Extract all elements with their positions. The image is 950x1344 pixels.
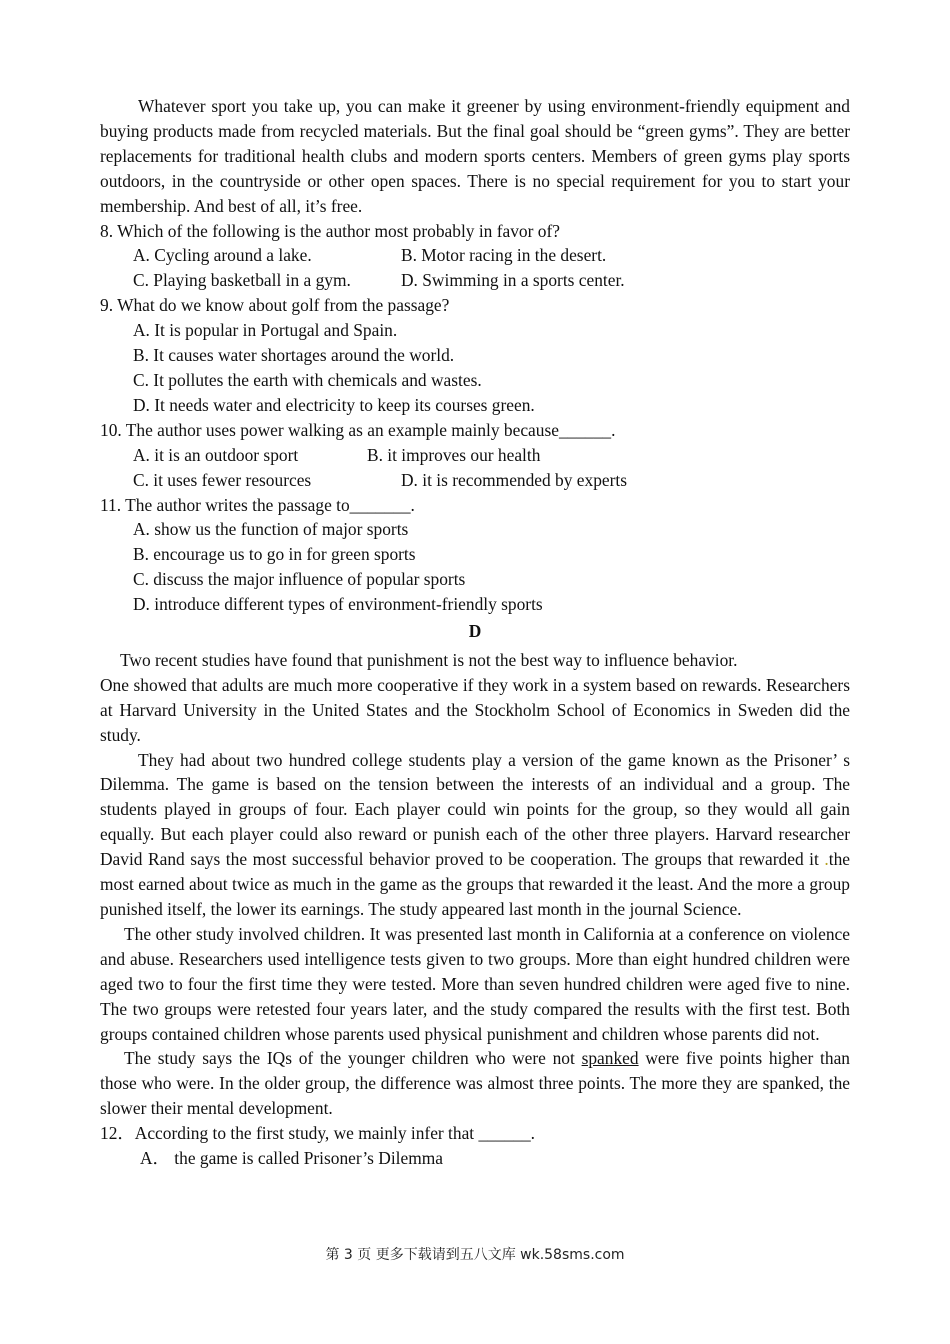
section-d-title: D	[468, 621, 482, 642]
option-a: A. it is an outdoor sport	[133, 444, 299, 465]
option-b: B. encourage us to go in for green sports	[133, 544, 416, 565]
option-c: C. Playing basketball in a gym.	[133, 270, 351, 291]
question-stem: 10. The author uses power walking as an example mainly because______.	[100, 419, 616, 440]
option-a: A. show us the function of major sports	[133, 519, 409, 540]
question-10	[100, 418, 850, 493]
option-d: D. introduce different types of environment-friendly sports	[133, 594, 543, 615]
option-d: D. it is recommended by experts	[401, 469, 628, 490]
page-footer: 第 3 页 更多下载请到五八文库 wk.58sms.com	[325, 1247, 625, 1263]
option-b: B. It causes water shortages around the world.	[133, 345, 455, 366]
option-c: C. It pollutes the earth with chemicals and wastes.	[133, 369, 482, 390]
question-8	[100, 219, 850, 294]
option-a: A. It is popular in Portugal and Spain.	[133, 320, 398, 341]
passage-d-paragraph-2: They had about two hundred college students play a version of the game known as the Prisoner’ s Dilemma. The game is based on the tension between the interests of an individual and a group. The students played in groups of four. Each player could win points for the group, so they would all gain equally. But each player could also reward or punish each of the other three players. Harvard researcher David Rand says the most successful behavior proved to be cooperation. The groups that rewarded it .the most earned about twice as much in the game as the groups that rewarded it the least. And the more a group punished itself, the lower its earnings. The study appeared last month in the journal Science.	[100, 749, 850, 919]
passage-d-paragraph-1: One showed that adults are much more cooperative if they work in a system based on rewards. Researchers at Harvard University in the United States and the Stockholm School of Economics in Sweden did the study.	[100, 674, 850, 745]
question-12	[100, 1121, 850, 1171]
option-a: A. Cycling around a lake.	[133, 245, 312, 266]
option-b: B. Motor racing in the desert.	[401, 245, 607, 266]
underlined-word: spanked	[581, 1048, 639, 1069]
passage-d-paragraph-1-lead: Two recent studies have found that punishment is not the best way to influence behavior.	[120, 649, 738, 670]
option-b: B. it improves our health	[367, 444, 541, 465]
option-a: A． the game is called Prisoner’s Dilemma	[140, 1148, 443, 1169]
question-stem: 11. The author writes the passage to_______.	[100, 494, 415, 515]
question-11	[100, 493, 850, 618]
stray-dot-mark: .	[824, 849, 829, 870]
document-page	[100, 94, 850, 1171]
passage-d-paragraph-4: The study says the IQs of the younger children who were not spanked were five points higher than those who were. In the older group, the difference was almost three points. The more they are spanked, the slower their mental development.	[100, 1048, 850, 1119]
question-stem: 12．According to the first study, we mainly infer that ______.	[100, 1123, 536, 1144]
question-9	[100, 293, 850, 418]
passage-d-paragraph-3: The other study involved children. It was presented last month in California at a conference on violence and abuse. Researchers used intelligence tests given to two groups. More than eight hundred children were aged two to four the first time they were tested. More than seven hundred children were aged five to nine. The two groups were retested four years later, and the study compared the results with the first test. Both groups contained children whose parents used physical punishment and children whose parents did not.	[100, 923, 850, 1044]
option-c: C. it uses fewer resources	[133, 469, 312, 490]
option-d: D. Swimming in a sports center.	[401, 270, 625, 291]
question-stem: 8. Which of the following is the author most probably in favor of?	[100, 220, 560, 241]
passage-c-final-paragraph: Whatever sport you take up, you can make it greener by using environment-friendly equipment and buying products made from recycled materials. But the final goal should be “green gyms”. They are better replacements for traditional health clubs and modern sports centers. Members of green gyms play sports outdoors, in the countryside or other open spaces. There is no special requirement for you to start your membership. And best of all, it’s free.	[100, 96, 850, 216]
question-stem: 9. What do we know about golf from the passage?	[100, 295, 450, 316]
option-c: C. discuss the major influence of popular sports	[133, 569, 466, 590]
option-d: D. It needs water and electricity to keep its courses green.	[133, 394, 535, 415]
